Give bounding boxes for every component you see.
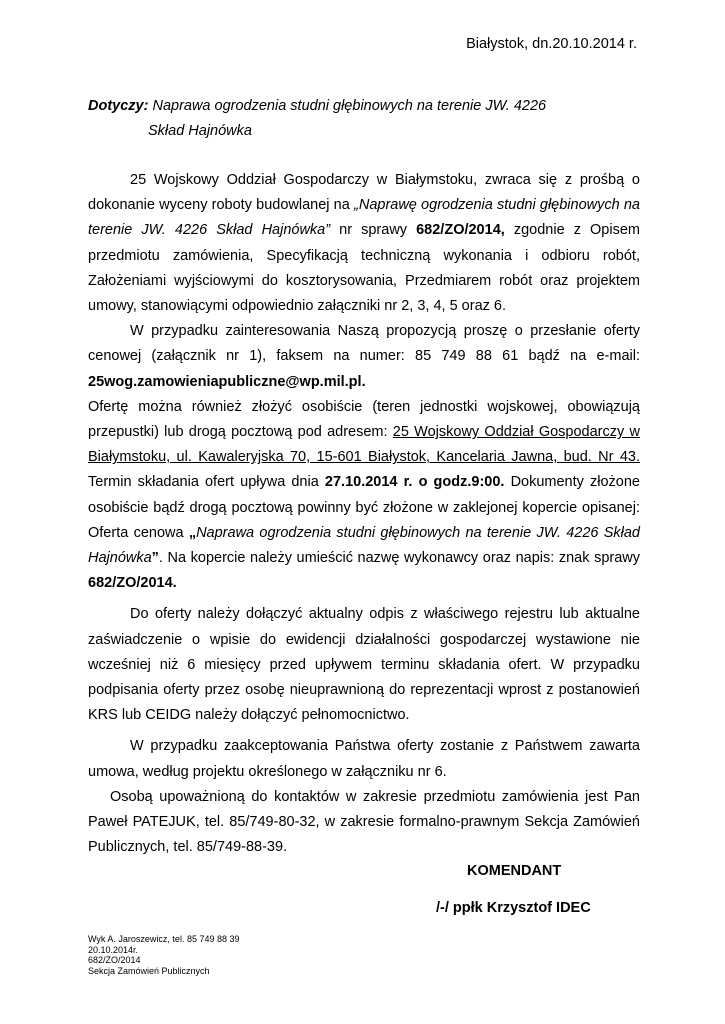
footer-line-4: Sekcja Zamówień Publicznych: [88, 965, 210, 976]
footer-line-1: Wyk A. Jaroszewicz, tel. 85 749 88 39: [88, 934, 240, 944]
p3-quote-close: ”: [151, 550, 159, 567]
p2-text-1: W przypadku zainteresowania Naszą propozycją proszę o przesłanie oferty cenowej (załącznik nr 1), faksem na numer: 85 749 88 61 bądź na e-mail:: [88, 323, 640, 365]
subject-line-1: Naprawa ogrodzenia studni głębinowych na terenie JW. 4226: [152, 98, 547, 114]
offer-deadline: 27.10.2014 r. o godz.9:00.: [324, 474, 505, 491]
footer-line-2: 20.10.2014r.: [88, 944, 139, 955]
p3-case-number: 682/ZO/2014.: [88, 575, 177, 592]
p3-text-4: . Na kopercie należy umieścić nazwę wykonawcy oraz napis: znak sprawy: [158, 550, 640, 567]
p3-title: Naprawa ogrodzenia studni głębinowych na terenie JW. 4226 Skład Hajnówka: [88, 524, 640, 567]
subject-label: Dotyczy:: [88, 98, 149, 114]
p3-text-2: Termin składania ofert upływa dnia: [88, 474, 325, 491]
p3-text-3: Dokumenty złożone osobiście bądź drogą pocztową powinny być złożone w zaklejonej kopercie opisanej: Oferta cenowa: [88, 474, 640, 541]
p1-text-1: 25 Wojskowy Oddział Gospodarczy w Białymstoku, zwraca się z prośbą o dokonanie wyceny roboty budowlanej na: [88, 172, 640, 214]
paragraph-documents: Do oferty należy dołączyć aktualny odpis z właściwego rejestru lub aktualne zaświadczenie o wpisie do ewidencji działalności gospodarczej wystawione nie wcześniej niż 6 miesięcy przed upływem terminu składania ofert. W przypadku podpisania oferty przez osobę nieuprawnioną do reprezentacji wprost z postanowień KRS lub CEIDG należy dołączyć pełnomocnictwo.: [88, 606, 640, 724]
footer-notes: [88, 934, 240, 976]
paragraph-submission: [88, 395, 640, 597]
paragraph-request: [88, 168, 640, 319]
paragraph-agreement: W przypadku zaakceptowania Państwa oferty zostanie z Państwem zawarta umowa, według projektu określonego w załączniku nr 6.: [88, 738, 640, 780]
p1-text-2: nr sprawy: [330, 222, 417, 239]
letter-body: [88, 168, 640, 860]
paragraph-contact: [88, 319, 640, 395]
document-date: Białystok, dn.20.10.2014 r.: [466, 36, 637, 52]
p1-text-3: zgodnie z Opisem przedmiotu zamówienia, Specyfikacją techniczną wykonania i odbioru robót, Założeniami wyjściowymi do kosztorysowania, Przedmiarem robót oraz projektem umowy, stanowiącymi odpowiednio załączniki nr 2, 3, 4, 5 oraz 6.: [88, 222, 640, 315]
subject-block: [88, 94, 648, 144]
p1-case-number: 682/ZO/2014,: [416, 222, 505, 239]
subject-line-2: Skład Hajnówka: [148, 123, 252, 139]
p1-title: „Naprawę ogrodzenia studni głębinowych na terenie JW. 4226 Skład Hajnówka”: [88, 197, 640, 239]
postal-address: 25 Wojskowy Oddział Gospodarczy w Białymstoku, ul. Kawaleryjska 70, 15-601 Białystok, Kancelaria Jawna, bud. Nr 43.: [88, 424, 640, 466]
contact-email: 25wog.zamowieniapubliczne@wp.mil.pl.: [88, 373, 366, 390]
paragraph-contact-person: Osobą upoważnioną do kontaktów w zakresie przedmiotu zamówienia jest Pan Paweł PATEJUK, tel. 85/749-80-32, w zakresie formalno-prawnym Sekcja Zamówień Publicznych, tel. 85/749-88-39.: [88, 788, 640, 856]
signature-title: KOMENDANT: [467, 863, 562, 879]
footer-line-3: 682/ZO/2014: [88, 955, 141, 965]
p3-text-1: Ofertę można również złożyć osobiście (teren jednostki wojskowej, obowiązują przepustki) lub drogą pocztową pod adresem:: [88, 398, 640, 441]
p3-quote-open: „: [188, 524, 197, 541]
signature-name: /-/ ppłk Krzysztof IDEC: [436, 900, 591, 916]
